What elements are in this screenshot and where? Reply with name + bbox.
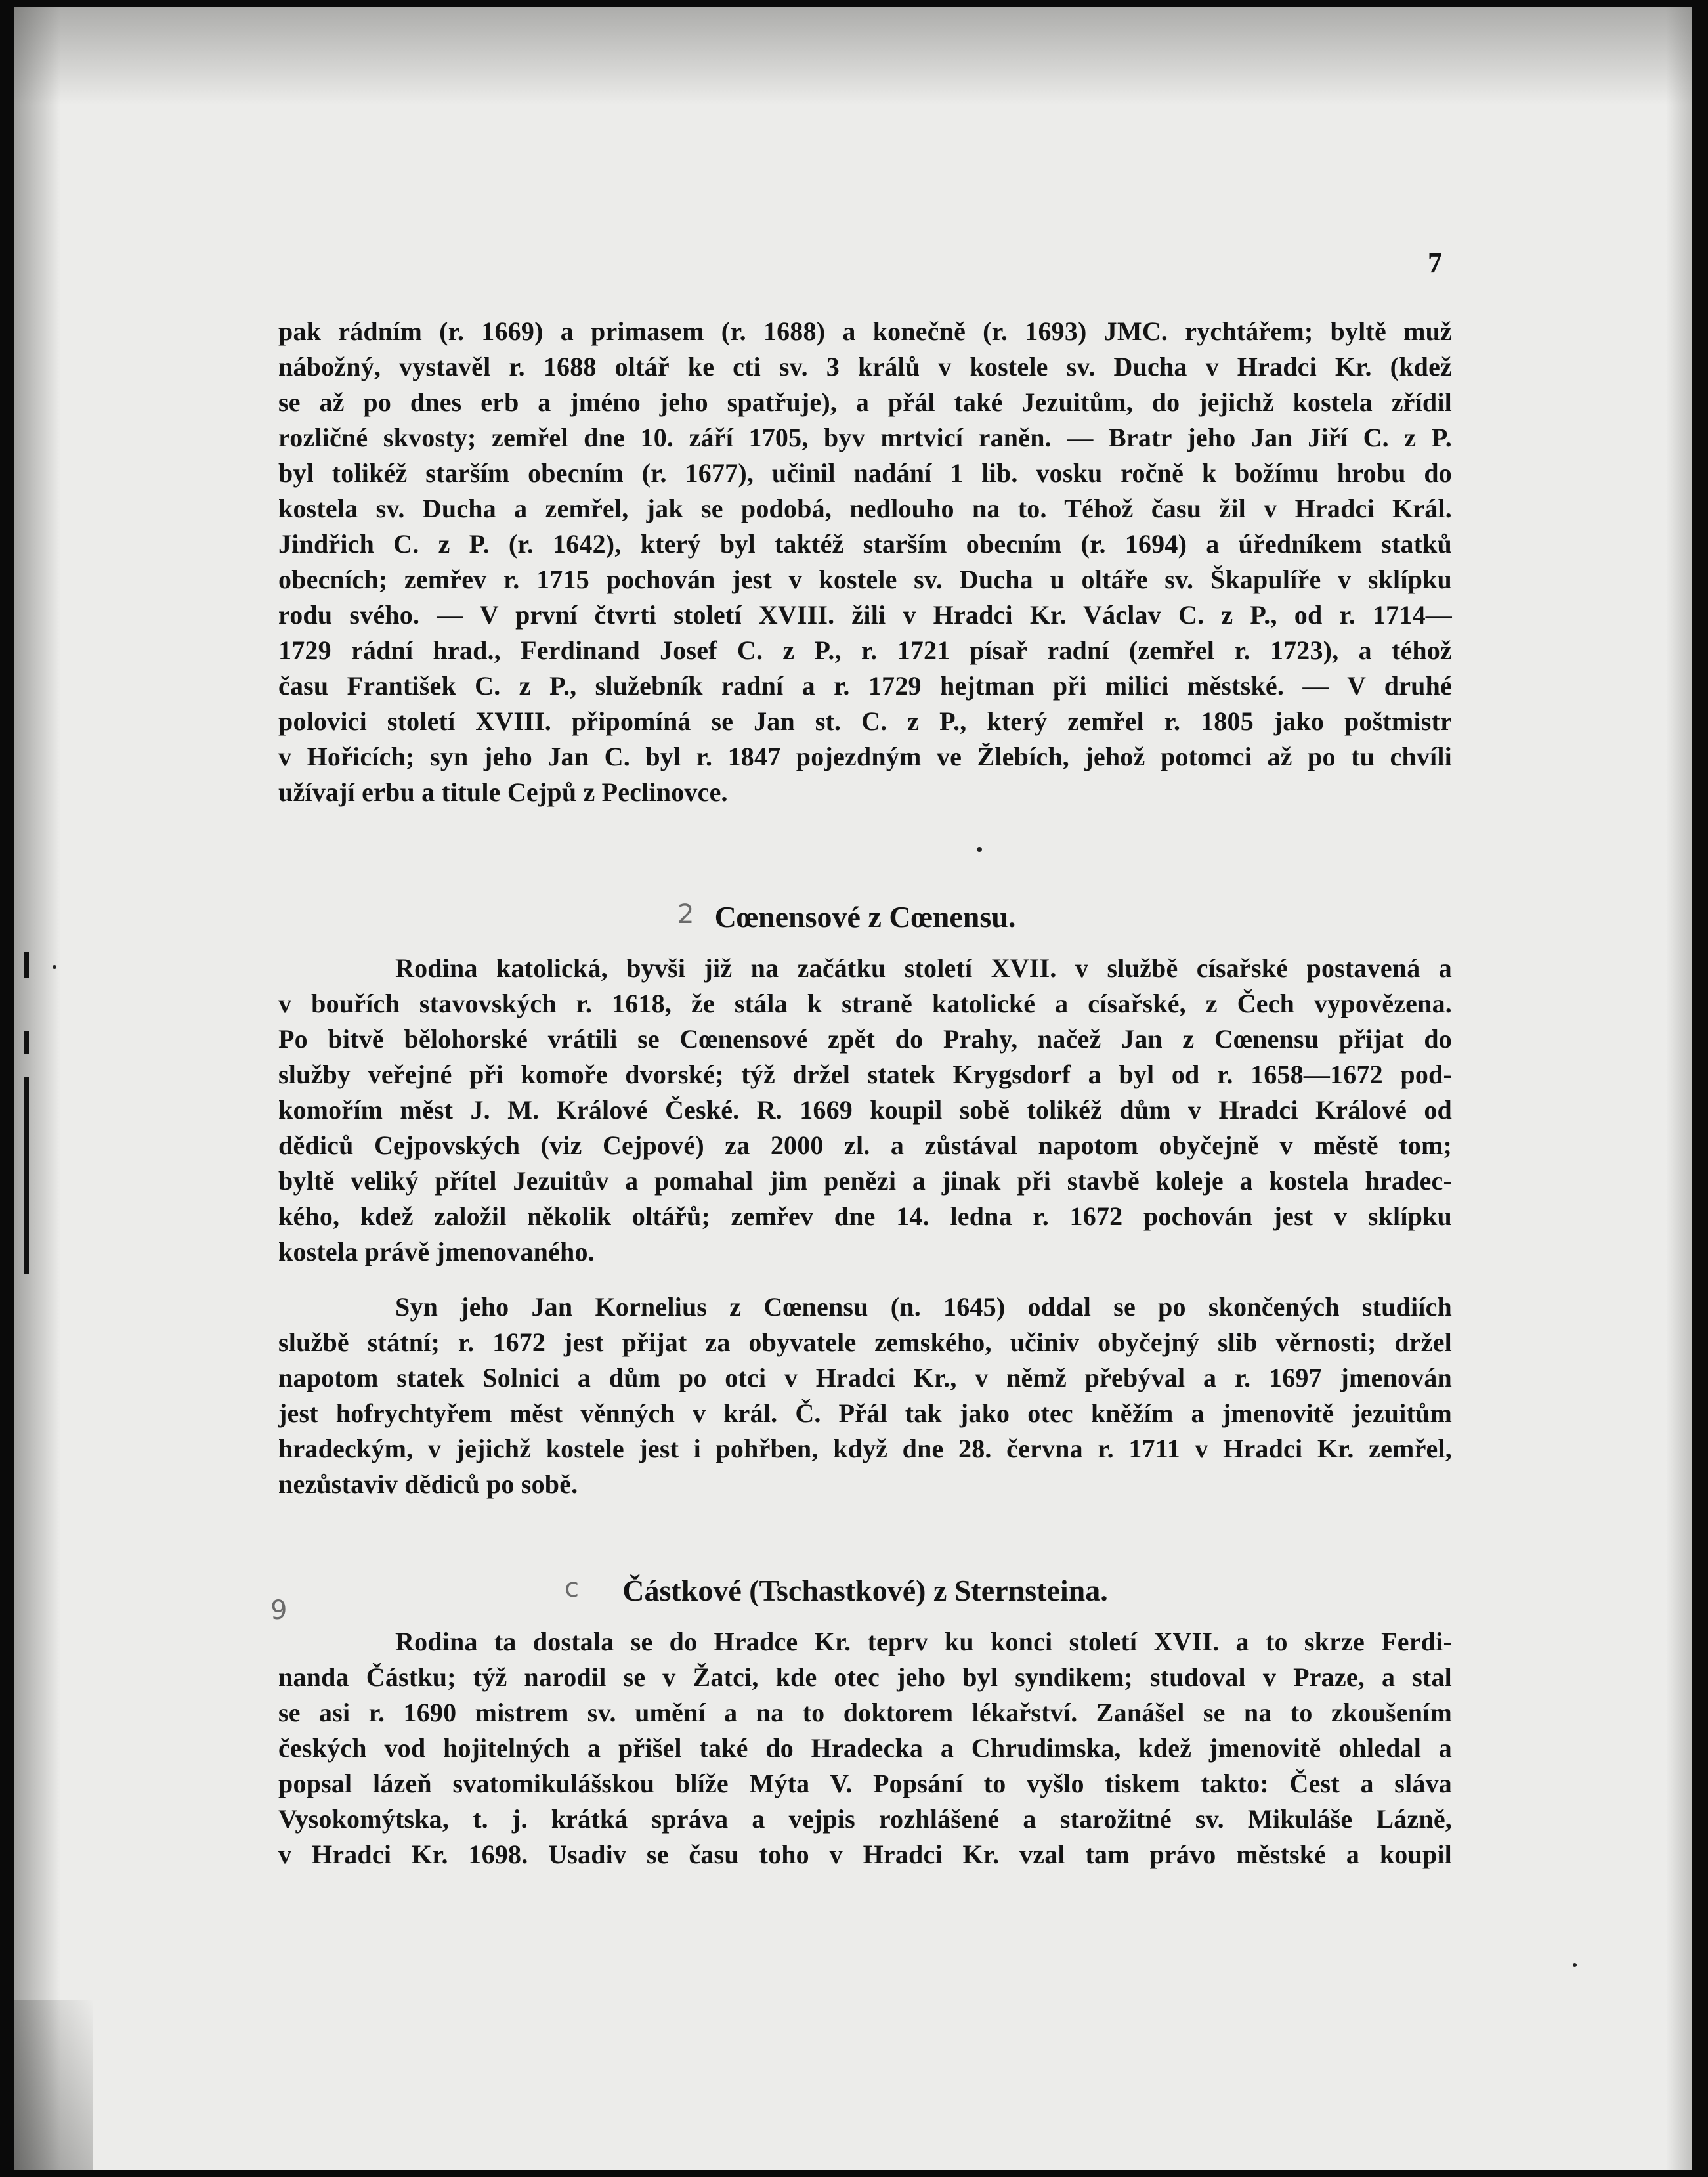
binding-mark [24,1031,29,1054]
page-number: 7 [1428,247,1442,279]
section-heading: Částkové (Tschastkové) z Sternsteina. [622,1574,1108,1607]
ink-speck [53,965,56,969]
text-line: rozličné skvosty; zemřel dne 10. září 1705, byv mrtvicí raněn. — Bratr jeho Jan Jiří C. z P. [278,423,1452,452]
scan-shadow-left [14,7,60,2170]
pencil-margin-note: 9 [270,1595,288,1626]
text-line: nanda Částku; týž narodil se v Žatci, kde otec jeho byl syndikem; studoval v Praze, a stal [278,1662,1452,1692]
text-line: užívají erbu a titule Cejpů z Peclinovce. [278,777,728,807]
text-line: v Hradci Kr. 1698. Usadiv se času toho v Hradci Kr. vzal tam právo městské a koupil [278,1840,1452,1869]
text-line: byltě veliký přítel Jezuitův a pomahal jim penězi a jinak při stavbě koleje a kostela hradec- [278,1166,1452,1196]
binding-mark [24,1077,29,1274]
text-line: napotom statek Solnici a dům po otci v Hradci Kr., v němž přebýval a r. 1697 jmenován [278,1363,1452,1392]
text-line: kého, kdež založil několik oltářů; zemřev dne 14. ledna r. 1672 pochován jest v sklípku [278,1201,1452,1231]
text-line: polovici století XVIII. připomíná se Jan st. C. z P., který zemřel r. 1805 jako poštmistr [278,706,1452,736]
pencil-margin-note: 2 [677,899,694,930]
text-line: hradeckým, v jejichž kostele jest i pohřben, když dne 28. června r. 1711 v Hradci Kr. zemřel, [278,1434,1452,1463]
scan-shadow-corner [14,2000,93,2170]
section-paragraph [278,1289,1452,1502]
section-heading: Cœnensové z Cœnensu. [714,900,1016,934]
text-line: Rodina ta dostala se do Hradce Kr. teprv ku konci století XVII. a to skrze Ferdi- [395,1627,1452,1656]
text-line: byl tolikéž starším obecním (r. 1677), učinil nadání 1 lib. vosku ročně k božímu hrobu do [278,458,1452,488]
scanned-page [14,7,1692,2170]
text-line: nezůstaviv dědiců po sobě. [278,1469,578,1499]
paragraph-continuation [278,314,1452,810]
text-line: jest hofrychtyřem měst věnných v král. Č. Přál tak jako otec kněžím a jmenovitě jezuitům [278,1398,1452,1428]
pencil-margin-note: c [565,1573,579,1603]
text-line: v bouřích stavovských r. 1618, že stála k straně katolické a císařské, z Čech vypovězena. [278,989,1452,1018]
text-line: českých vod hojitelných a přišel také do Hradecka a Chrudimska, kdež jmenovitě ohledal a [278,1733,1452,1763]
text-line: rodu svého. — V první čtvrti století XVIII. žili v Hradci Kr. Václav C. z P., od r. 1714— [278,600,1452,630]
text-line: času František C. z P., služebník radní a r. 1729 hejtman při milici městské. — V druhé [278,671,1452,701]
text-line: 1729 rádní hrad., Ferdinand Josef C. z P., r. 1721 písař radní (zemřel r. 1723), a téhož [278,636,1452,665]
ink-speck [1573,1963,1577,1967]
text-line: komořím měst J. M. Králové České. R. 1669 koupil sobě tolikéž dům v Hradci Králové od [278,1095,1452,1125]
scan-shadow-top [14,7,1692,105]
text-line: Jindřich C. z P. (r. 1642), který byl taktéž starším obecním (r. 1694) a úředníkem statků [278,529,1452,559]
text-line: obecních; zemřev r. 1715 pochován jest v kostele sv. Ducha u oltáře sv. Škapulíře v sklípku [278,565,1452,594]
section-paragraph [278,951,1452,1270]
text-line: Vysokomýtska, t. j. krátká správa a vejpis rozhlášené a starožitné sv. Mikuláše Lázně, [278,1804,1452,1834]
binding-mark [24,952,29,978]
text-line: Rodina katolická, byvši již na začátku století XVII. v službě císařské postavená a [395,953,1452,983]
text-line: nábožný, vystavěl r. 1688 oltář ke cti sv. 3 králů v kostele sv. Ducha v Hradci Kr. (kdež [278,352,1452,381]
text-line: popsal lázeň svatomikulášskou blíže Mýta V. Popsání to vyšlo tiskem takto: Čest a sláva [278,1769,1452,1798]
text-line: Syn jeho Jan Kornelius z Cœnensu (n. 1645) oddal se po skončených studiích [395,1292,1452,1322]
text-line: pak rádním (r. 1669) a primasem (r. 1688) a konečně (r. 1693) JMC. rychtářem; byltě muž [278,316,1452,346]
text-line: kostela právě jmenovaného. [278,1237,595,1266]
text-line: v Hořicích; syn jeho Jan C. byl r. 1847 pojezdným ve Žlebích, jehož potomci až po tu chvíli [278,742,1452,771]
text-line: služby veřejné při komoře dvorské; týž držel statek Krygsdorf a byl od r. 1658—1672 pod- [278,1060,1452,1089]
scan-shadow-right [1666,7,1692,2170]
ink-speck [977,847,982,852]
text-line: Po bitvě bělohorské vrátili se Cœnensové zpět do Prahy, načež Jan z Cœnensu přijat do [278,1024,1452,1054]
text-line: kostela sv. Ducha a zemřel, jak se podobá, nedlouho na to. Téhož času žil v Hradci Král. [278,494,1452,523]
text-line: se až po dnes erb a jméno jeho spatřuje), a přál také Jezuitům, do jejichž kostela zřídil [278,387,1452,417]
section-paragraph [278,1624,1452,1872]
text-line: dědiců Cejpovských (viz Cejpové) za 2000 zl. a zůstával napotom obyčejně v městě tom; [278,1131,1452,1160]
text-line: se asi r. 1690 mistrem sv. umění a na to doktorem lékařství. Zanášel se na to zkoušením [278,1698,1452,1727]
text-line: službě státní; r. 1672 jest přijat za obyvatele zemského, učiniv obyčejný slib věrnosti; držel [278,1327,1452,1357]
